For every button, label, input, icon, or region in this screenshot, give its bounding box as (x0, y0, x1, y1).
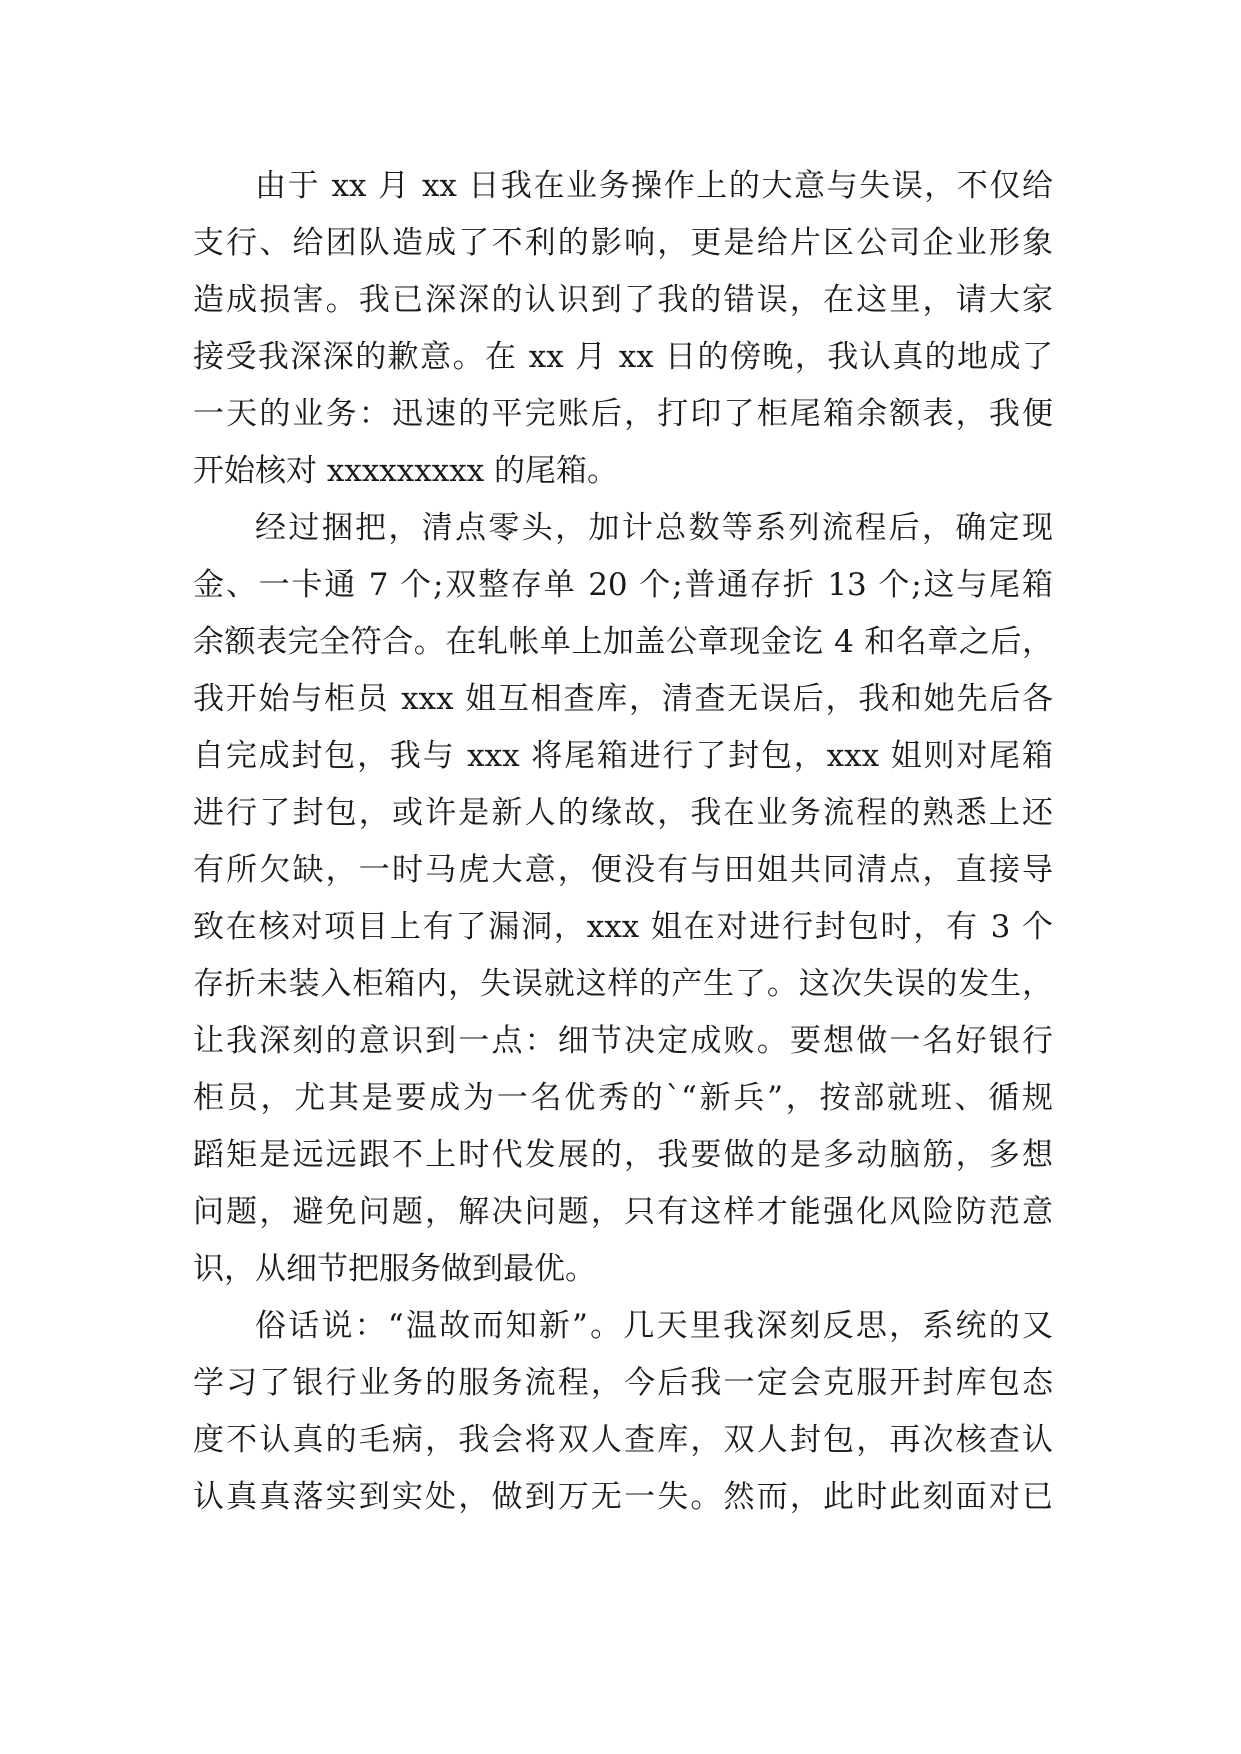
text-line: 一天的业务：迅速的平完账后，打印了柜尾箱余额表，我便 (193, 396, 1053, 432)
text-line: 造成损害。我已深深的认识到了我的错误，在这里，请大家 (193, 282, 1053, 318)
text-line: 有所欠缺，一时马虎大意，便没有与田姐共同清点，直接导 (193, 852, 1053, 888)
text-line: 由于 xx 月 xx 日我在业务操作上的大意与失误，不仅给 (255, 168, 1053, 204)
text-line: 余额表完全符合。在轧帐单上加盖公章现金讫 4 和名章之后， (193, 624, 1053, 660)
document-body (193, 158, 1053, 1526)
text-line: 致在核对项目上有了漏洞，xxx 姐在对进行封包时，有 3 个 (193, 909, 1053, 945)
text-line: 让我深刻的意识到一点：细节决定成败。要想做一名好银行 (193, 1023, 1053, 1059)
text-line: 我开始与柜员 xxx 姐互相查库，清查无误后，我和她先后各 (193, 681, 1053, 717)
text-line: 开始核对 xxxxxxxxx 的尾箱。 (193, 453, 619, 489)
text-line: 度不认真的毛病，我会将双人查库，双人封包，再次核查认 (193, 1422, 1053, 1458)
text-line: 支行、给团队造成了不利的影响，更是给片区公司企业形象 (193, 225, 1053, 261)
text-line: 俗话说：“温故而知新”。几天里我深刻反思，系统的又 (255, 1308, 1053, 1344)
text-line: 学习了银行业务的服务流程，今后我一定会克服开封库包态 (193, 1365, 1053, 1401)
text-line: 柜员，尤其是要成为一名优秀的`“新兵”，按部就班、循规 (193, 1080, 1053, 1116)
text-line: 问题，避免问题，解决问题，只有这样才能强化风险防范意 (193, 1194, 1053, 1230)
text-line: 金、一卡通 7 个;双整存单 20 个;普通存折 13 个;这与尾箱 (193, 567, 1053, 603)
text-line: 存折未装入柜箱内，失误就这样的产生了。这次失误的发生， (193, 966, 1053, 1002)
text-line: 识，从细节把服务做到最优。 (193, 1251, 596, 1287)
text-line: 自完成封包，我与 xxx 将尾箱进行了封包，xxx 姐则对尾箱 (193, 738, 1053, 774)
text-line: 进行了封包，或许是新人的缘故，我在业务流程的熟悉上还 (193, 795, 1053, 831)
text-line: 认真真落实到实处，做到万无一失。然而，此时此刻面对已 (193, 1479, 1053, 1515)
text-line: 接受我深深的歉意。在 xx 月 xx 日的傍晚，我认真的地成了 (193, 339, 1053, 375)
text-line: 蹈矩是远远跟不上时代发展的，我要做的是多动脑筋，多想 (193, 1137, 1053, 1173)
text-line: 经过捆把，清点零头，加计总数等系列流程后，确定现 (255, 510, 1053, 546)
